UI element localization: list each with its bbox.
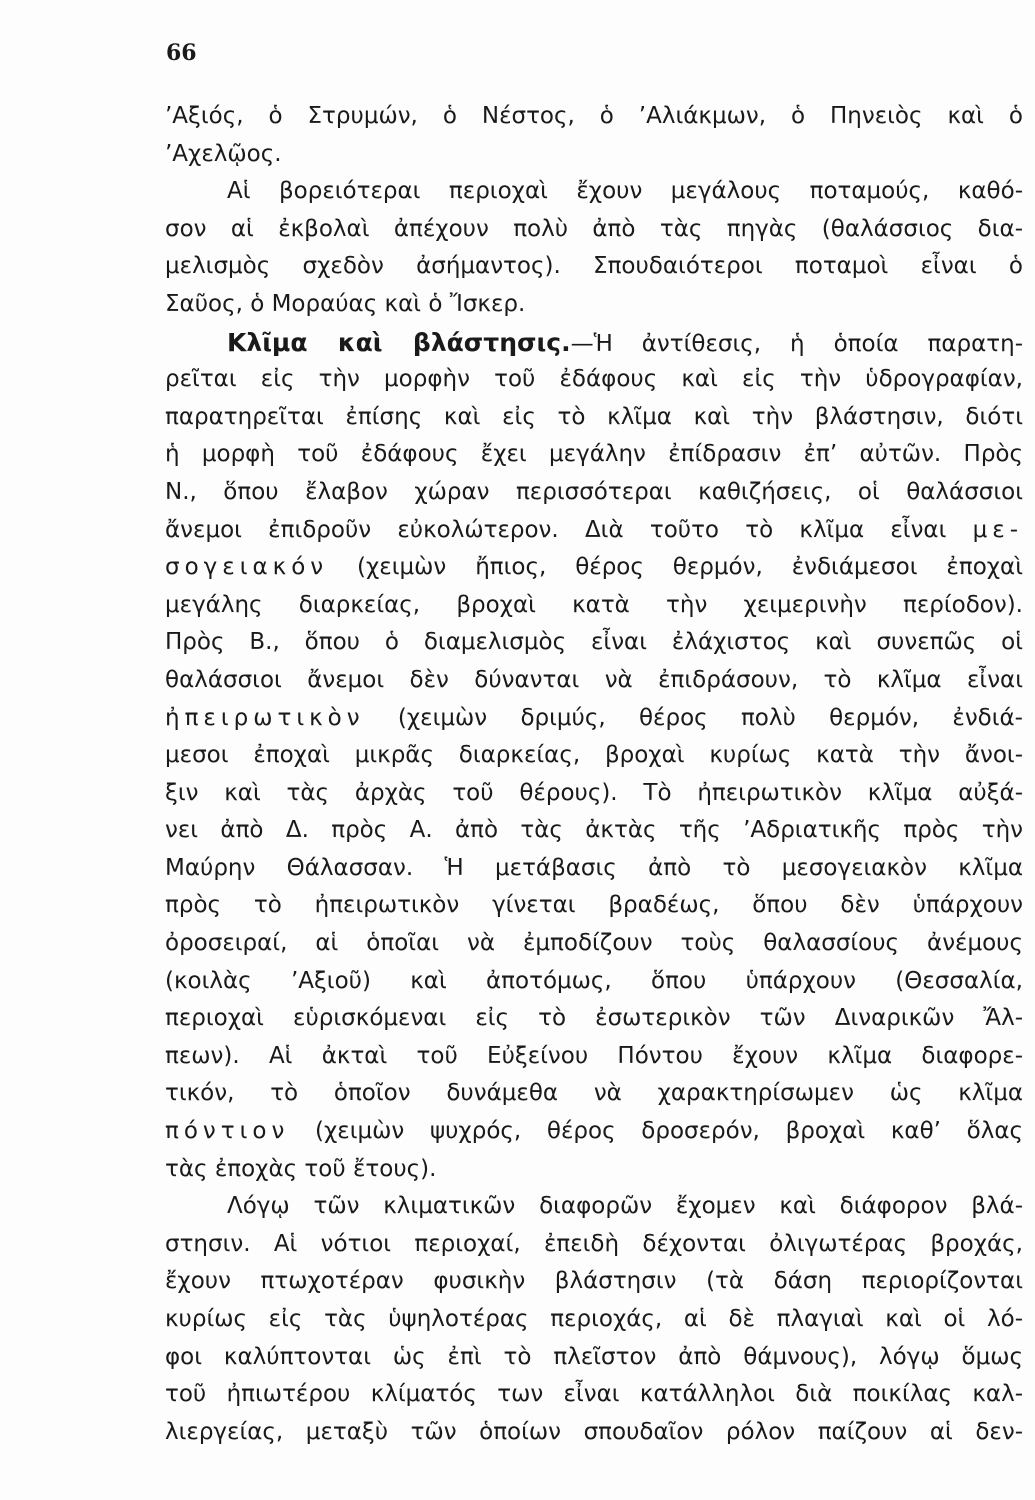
- line-text: Σαῦος, ὁ Μοραύας καὶ ὁ Ἴσκερ.: [165, 290, 526, 317]
- text-line: [165, 700, 1023, 738]
- text-line: [165, 1038, 1023, 1076]
- line-text: ’Αχελῷος.: [165, 140, 282, 167]
- line-text: περιοχαὶ εὑρισκόμεναι εἰς τὸ ἐσωτερικὸν τῶν Διναρικῶν Ἄλ-: [165, 1005, 1023, 1032]
- text-line: [165, 1113, 1023, 1151]
- line-text: πεων). Αἱ ἀκταὶ τοῦ Εὐξείνου Πόντου ἔχουν κλῖμα διαφορε-: [165, 1042, 1023, 1069]
- line-text: ξιν καὶ τὰς ἀρχὰς τοῦ θέρους). Τὸ ἠπειρωτικὸν κλῖμα αὐξά-: [165, 779, 1023, 806]
- line-text: ἔχουν πτωχοτέραν φυσικὴν βλάστησιν (τὰ δάση περιορίζονται: [165, 1268, 1023, 1295]
- line-text: ’Αξιός, ὁ Στρυμών, ὁ Νέστος, ὁ ’Αλιάκμων, ὁ Πηνειὸς καὶ ὁ: [165, 103, 1023, 129]
- text-line: [165, 1414, 1023, 1452]
- text-line: [165, 512, 1023, 550]
- line-text: (κοιλὰς ’Αξιοῦ) καὶ ἀποτόμως, ὅπου ὑπάρχουν (Θεσσαλία,: [165, 967, 1023, 994]
- line-text: (χειμὼν δριμύς, θέρος πολὺ θερμόν, ἐνδιά-: [364, 704, 1023, 731]
- text-line: [165, 662, 1023, 700]
- text-line: [165, 1188, 1023, 1226]
- line-text: ὀροσειραί, αἱ ὁποῖαι νὰ ἐμποδίζουν τοὺς θαλασσίους ἀνέμους: [165, 930, 1023, 957]
- line-text: μεγάλης διαρκείας, βροχαὶ κατὰ τὴν χειμερινὴν περίοδον).: [165, 591, 1023, 618]
- section-heading: Κλῖμα καὶ βλάστησις.: [227, 327, 571, 357]
- text-line: [165, 624, 1023, 662]
- line-text: ἡ μορφὴ τοῦ ἐδάφους ἔχει μεγάλην ἐπίδρασιν ἐπ’ αὐτῶν. Πρὸς: [165, 441, 1023, 468]
- emphasized-term: πόντιον: [165, 1118, 290, 1145]
- emphasized-term: σογειακόν: [165, 554, 329, 581]
- text-line: [165, 812, 1023, 850]
- line-text: λιεργείας, μεταξὺ τῶν ὁποίων σπουδαῖον ρόλον παίζουν αἱ δεν-: [165, 1418, 1023, 1445]
- line-text: Αἱ βορειότεραι περιοχαὶ ἔχουν μεγάλους ποταμούς, καθό-: [227, 178, 1023, 205]
- line-text: παρατηρεῖται ἐπίσης καὶ εἰς τὸ κλῖμα καὶ τὴν βλάστησιν, διότι: [165, 403, 1023, 430]
- emphasized-term: με-: [972, 516, 1023, 543]
- line-text: Λόγῳ τῶν κλιματικῶν διαφορῶν ἔχομεν καὶ διάφορον βλά-: [227, 1193, 1023, 1220]
- line-text: θαλάσσιοι ἄνεμοι δὲν δύνανται νὰ ἐπιδράσουν, τὸ κλῖμα εἶναι: [165, 666, 1023, 693]
- text-line: [165, 136, 1023, 174]
- text-line: [165, 549, 1023, 587]
- text-line: [165, 925, 1023, 963]
- line-text: μεσοι ἐποχαὶ μικρᾶς διαρκείας, βροχαὶ κυρίως κατὰ τὴν ἄνοι-: [165, 742, 1023, 769]
- text-line: [165, 324, 1023, 362]
- text-line: [165, 286, 1023, 324]
- text-line: [165, 98, 1023, 136]
- text-line: [165, 1263, 1023, 1301]
- text-line: [165, 1226, 1023, 1264]
- text-line: [165, 211, 1023, 249]
- body-text: [165, 98, 1023, 1451]
- text-line: [165, 248, 1023, 286]
- text-line: [165, 963, 1023, 1001]
- line-text: (χειμὼν ἤπιος, θέρος θερμόν, ἐνδιάμεσοι ἐποχαὶ: [328, 554, 1023, 581]
- line-text: κυρίως εἰς τὰς ὑψηλοτέρας περιοχάς, αἱ δὲ πλαγιαὶ καὶ οἱ λό-: [165, 1306, 1023, 1332]
- line-text: (χειμὼν ψυχρός, θέρος δροσερόν, βροχαὶ καθ’ ὅλας: [289, 1118, 1023, 1145]
- text-line: [165, 587, 1023, 625]
- line-text: τικόν, τὸ ὁποῖον δυνάμεθα νὰ χαρακτηρίσωμεν ὡς κλῖμα: [165, 1080, 1023, 1107]
- line-text: Ν., ὅπου ἔλαβον χώραν περισσότεραι καθιζήσεις, οἱ θαλάσσιοι: [165, 478, 1023, 505]
- line-text: φοι καλύπτονται ὡς ἐπὶ τὸ πλεῖστον ἀπὸ θάμνους), λόγῳ ὅμως: [165, 1343, 1023, 1370]
- text-line: [165, 173, 1023, 211]
- text-line: [165, 1075, 1023, 1113]
- text-line: [165, 399, 1023, 437]
- line-text: ρεῖται εἰς τὴν μορφὴν τοῦ ἐδάφους καὶ εἰς τὴν ὑδρογραφίαν,: [165, 366, 1023, 393]
- text-line: [165, 361, 1023, 399]
- line-text: —Ἡ ἀντίθεσις, ἡ ὁποία παρατη-: [570, 330, 1023, 357]
- line-text: ἄνεμοι ἐπιδροῦν εὐκολώτερον. Διὰ τοῦτο τὸ κλῖμα εἶναι: [165, 516, 947, 543]
- line-text: τὰς ἐποχὰς τοῦ ἔτους).: [165, 1155, 437, 1182]
- line-text: Μαύρην Θάλασσαν. Ἡ μετάβασις ἀπὸ τὸ μεσογειακὸν κλῖμα: [165, 854, 1023, 881]
- text-line: [165, 850, 1023, 888]
- line-text: σον αἱ ἐκβολαὶ ἀπέχουν πολὺ ἀπὸ τὰς πηγὰς (θαλάσσιος δια-: [165, 215, 1023, 242]
- text-line: [165, 775, 1023, 813]
- text-line: [165, 436, 1023, 474]
- text-line: [165, 1339, 1023, 1377]
- text-line: [165, 1000, 1023, 1038]
- line-text: στησιν. Αἱ νότιοι περιοχαί, ἐπειδὴ δέχονται ὀλιγωτέρας βροχάς,: [165, 1230, 1023, 1257]
- text-line: [165, 737, 1023, 775]
- text-line: [165, 474, 1023, 512]
- line-text: μελισμὸς σχεδὸν ἀσήμαντος). Σπουδαιότεροι ποταμοὶ εἶναι ὁ: [165, 253, 1023, 280]
- text-line: [165, 887, 1023, 925]
- text-line: [165, 1301, 1023, 1339]
- emphasized-term: ἠπειρωτικὸν: [165, 704, 365, 731]
- line-text: Πρὸς Β., ὅπου ὁ διαμελισμὸς εἶναι ἐλάχιστος καὶ συνεπῶς οἱ: [165, 629, 1023, 656]
- line-text: πρὸς τὸ ἠπειρωτικὸν γίνεται βραδέως, ὅπου δὲν ὑπάρχουν: [165, 892, 1023, 919]
- line-text: νει ἀπὸ Δ. πρὸς Α. ἀπὸ τὰς ἀκτὰς τῆς ’Αδριατικῆς πρὸς τὴν: [165, 817, 1023, 844]
- text-line: [165, 1376, 1023, 1414]
- line-text: τοῦ ἠπιωτέρου κλίματός των εἶναι κατάλληλοι διὰ ποικίλας καλ-: [165, 1381, 1023, 1408]
- text-line: [165, 1151, 1023, 1189]
- page-number: 66: [166, 40, 197, 66]
